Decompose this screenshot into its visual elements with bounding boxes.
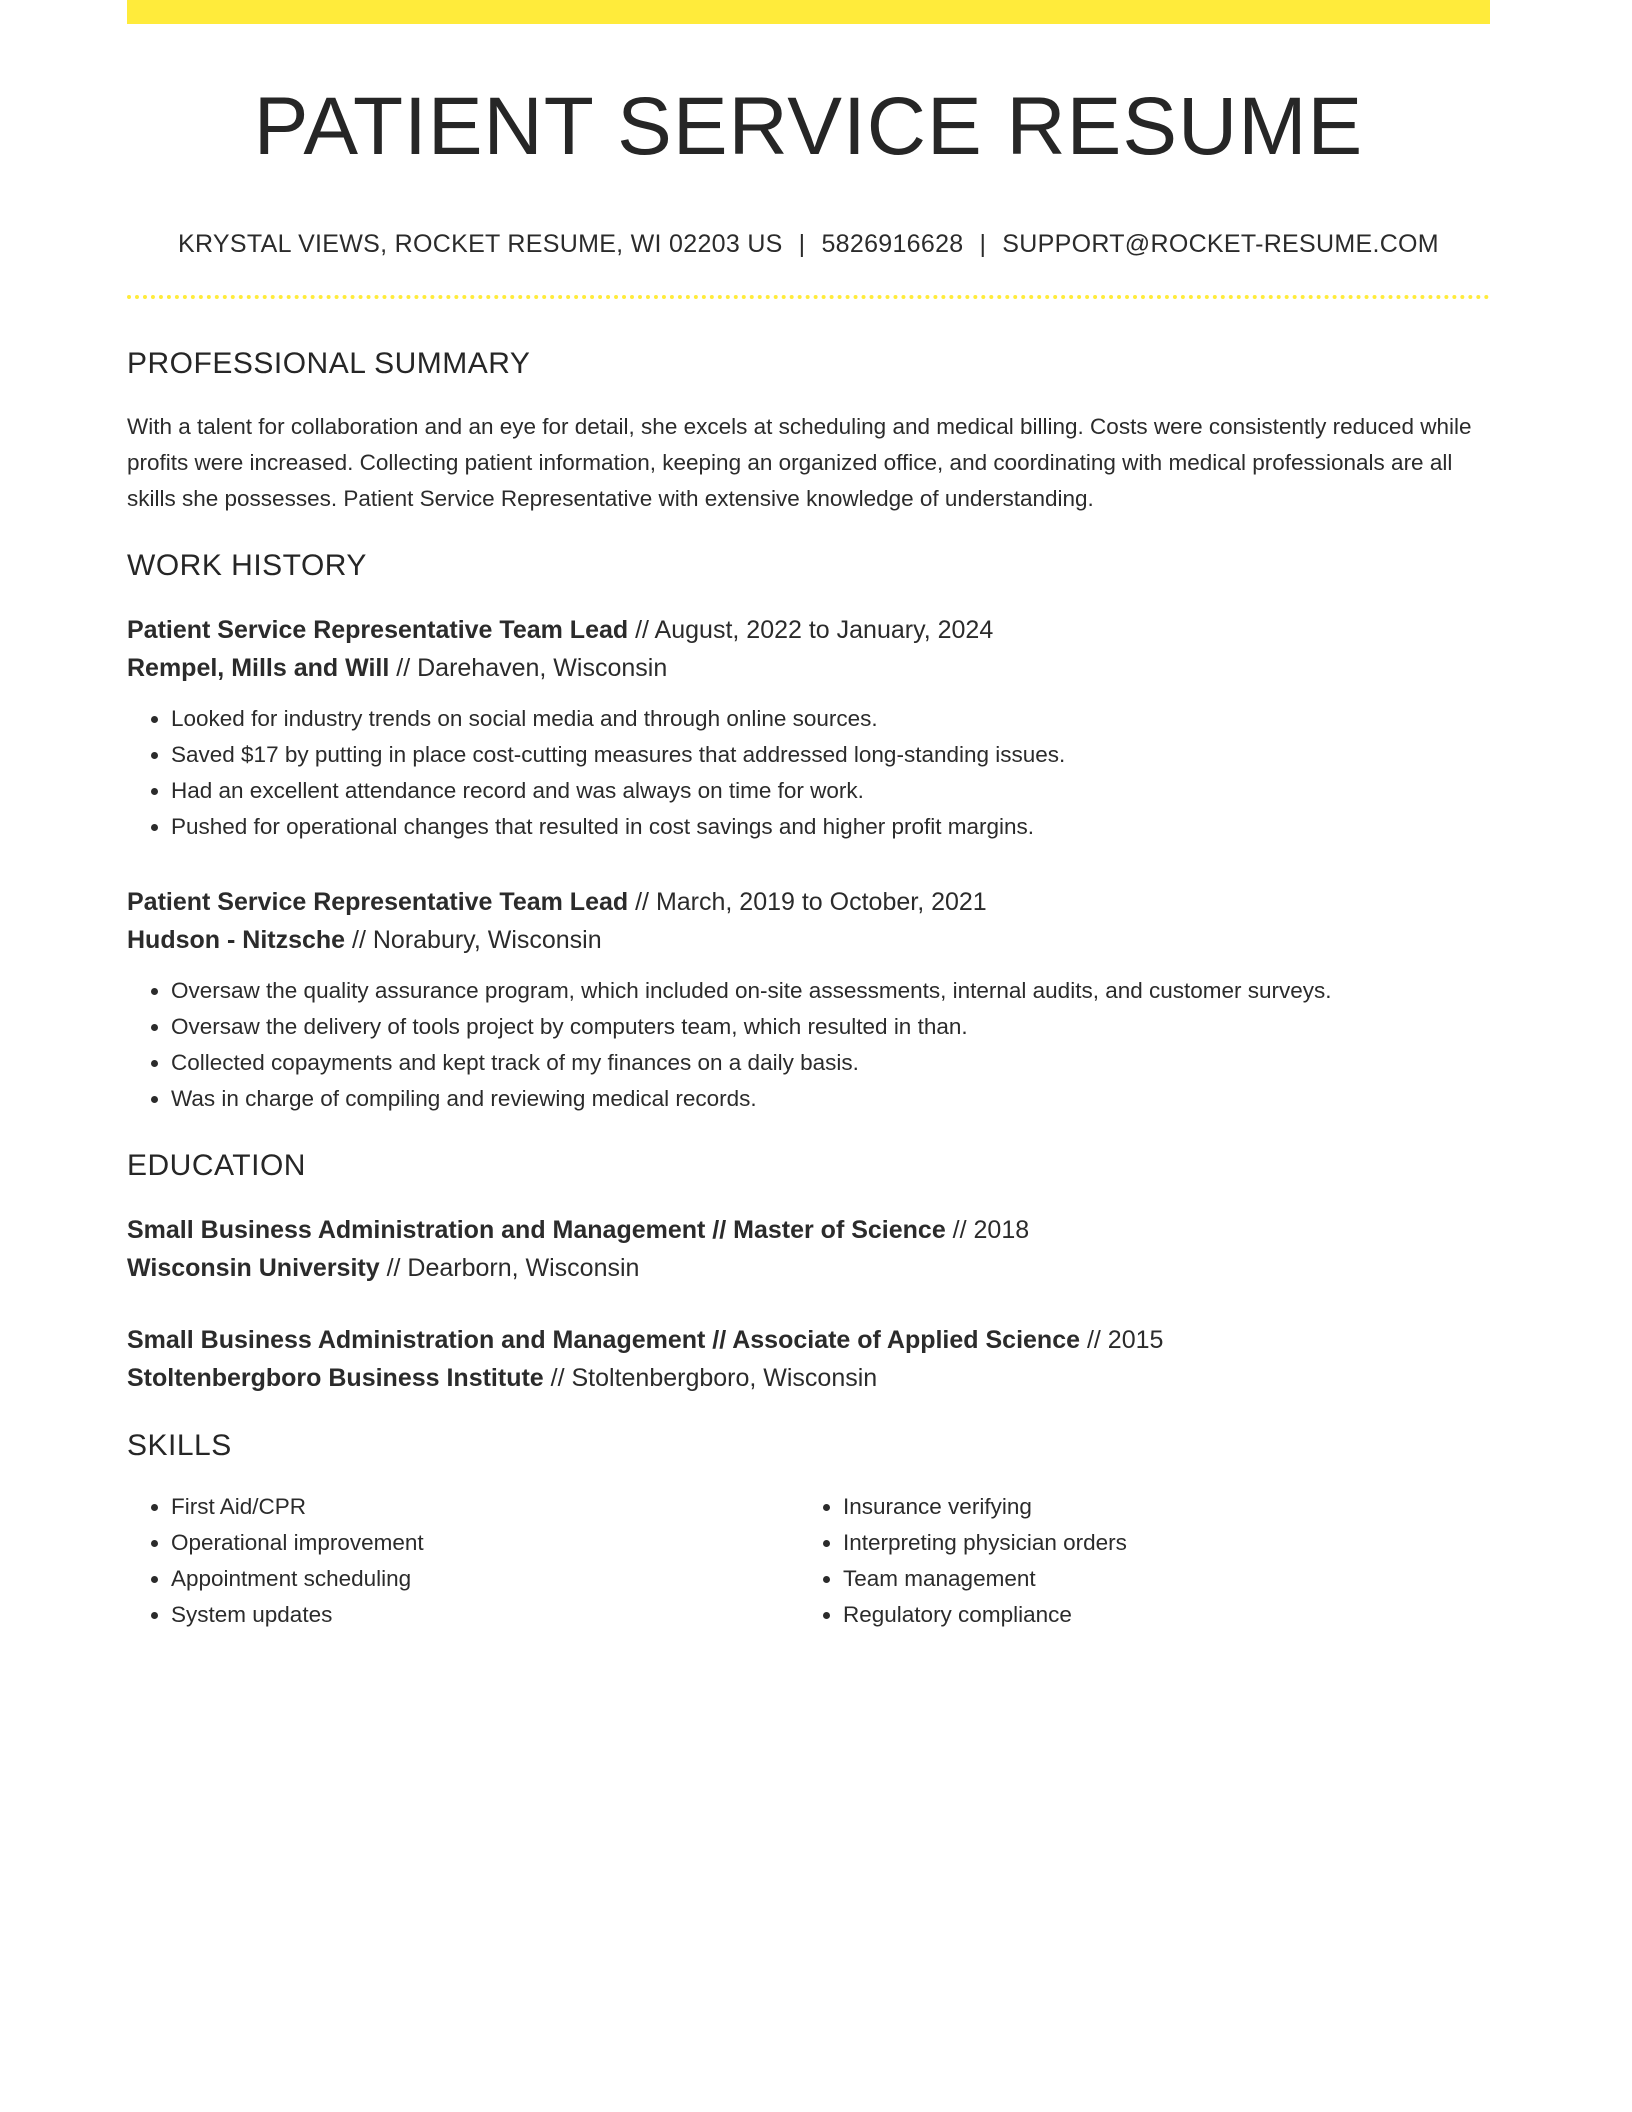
- contact-line: [127, 230, 1490, 259]
- summary-text: With a talent for collaboration and an eye for detail, she excels at scheduling and medical billing. Costs were consistently reduced while profits were increased. Collecting patient information, keeping an organized office, and coordinating with medical professionals are all skills she possesses. Patient Service Representative with extensive knowledge of understanding.: [127, 414, 1472, 512]
- job-bullet: • Oversaw the delivery of tools project by computers team, which resulted in than.: [171, 1009, 1490, 1045]
- job-bullet: • Pushed for operational changes that resulted in cost savings and higher profit margins.: [171, 809, 1490, 845]
- skill-item: • Operational improvement: [171, 1525, 799, 1561]
- job-bullets: [127, 973, 1490, 1117]
- job-bullet: • Collected copayments and kept track of my finances on a daily basis.: [171, 1045, 1490, 1081]
- job-title-line: [127, 611, 1490, 649]
- skill-item: • First Aid/CPR: [171, 1489, 799, 1525]
- job-dates: // August, 2022 to January, 2024: [628, 616, 994, 645]
- dotted-divider: [127, 295, 1490, 299]
- job-bullet: • Oversaw the quality assurance program, which included on-site assessments, internal audits, and customer surveys.: [171, 973, 1490, 1009]
- job-title: Patient Service Representative Team Lead: [127, 888, 629, 917]
- skill-item: • System updates: [171, 1597, 799, 1633]
- skill-item: • Appointment scheduling: [171, 1561, 799, 1597]
- job-company: Hudson - Nitzsche: [127, 926, 346, 955]
- job-entry: [127, 883, 1490, 1117]
- skill-item: • Insurance verifying: [843, 1489, 1471, 1525]
- job-company: Rempel, Mills and Will: [127, 654, 390, 683]
- education-degree: Small Business Administration and Management // Master of Science: [127, 1216, 946, 1245]
- job-dates: // March, 2019 to October, 2021: [628, 888, 987, 917]
- summary-heading: PROFESSIONAL SUMMARY: [127, 347, 531, 381]
- job-title-line: [127, 883, 1490, 921]
- contact-email: SUPPORT@ROCKET-RESUME.COM: [1002, 230, 1439, 259]
- education-year: // 2018: [945, 1216, 1030, 1245]
- education-location: // Stoltenbergboro, Wisconsin: [543, 1364, 878, 1393]
- job-bullet: • Saved $17 by putting in place cost-cutting measures that addressed long-standing issues.: [171, 737, 1490, 773]
- job-location: // Darehaven, Wisconsin: [389, 654, 668, 683]
- education-school-line: [127, 1249, 1490, 1287]
- resume-title: PATIENT SERVICE RESUME: [253, 81, 1364, 172]
- job-company-line: [127, 649, 1490, 687]
- education-year: // 2015: [1080, 1326, 1164, 1355]
- education-school: Stoltenbergboro Business Institute: [127, 1364, 544, 1393]
- education-heading: EDUCATION: [127, 1149, 306, 1183]
- education-location: // Dearborn, Wisconsin: [379, 1254, 640, 1283]
- job-bullet: • Looked for industry trends on social media and through online sources.: [171, 701, 1490, 737]
- education-degree: Small Business Administration and Management // Associate of Applied Science: [127, 1326, 1081, 1355]
- resume-page: [127, 0, 1490, 1633]
- skill-item: • Regulatory compliance: [843, 1597, 1471, 1633]
- contact-phone: 5826916628: [821, 230, 964, 259]
- education-school: Wisconsin University: [127, 1254, 380, 1283]
- skills-list-left: [127, 1489, 799, 1633]
- job-company-line: [127, 921, 1490, 959]
- job-bullets: [127, 701, 1490, 845]
- skills-columns: [127, 1489, 1490, 1633]
- job-location: // Norabury, Wisconsin: [345, 926, 602, 955]
- skills-heading: SKILLS: [127, 1429, 232, 1463]
- education-entry: [127, 1321, 1490, 1397]
- contact-separator: |: [798, 230, 806, 259]
- accent-top-bar: [127, 0, 1490, 24]
- education-degree-line: [127, 1321, 1490, 1359]
- job-entry: [127, 611, 1490, 845]
- contact-separator: |: [979, 230, 987, 259]
- education-school-line: [127, 1359, 1490, 1397]
- skills-list-right: [799, 1489, 1471, 1633]
- contact-address: KRYSTAL VIEWS, ROCKET RESUME, WI 02203 US: [178, 230, 783, 259]
- job-title: Patient Service Representative Team Lead: [127, 616, 629, 645]
- job-bullet: • Had an excellent attendance record and was always on time for work.: [171, 773, 1490, 809]
- job-bullet: • Was in charge of compiling and reviewing medical records.: [171, 1081, 1490, 1117]
- skill-item: • Interpreting physician orders: [843, 1525, 1471, 1561]
- education-degree-line: [127, 1211, 1490, 1249]
- education-entry: [127, 1211, 1490, 1287]
- skill-item: • Team management: [843, 1561, 1471, 1597]
- work-history-heading: WORK HISTORY: [127, 549, 367, 583]
